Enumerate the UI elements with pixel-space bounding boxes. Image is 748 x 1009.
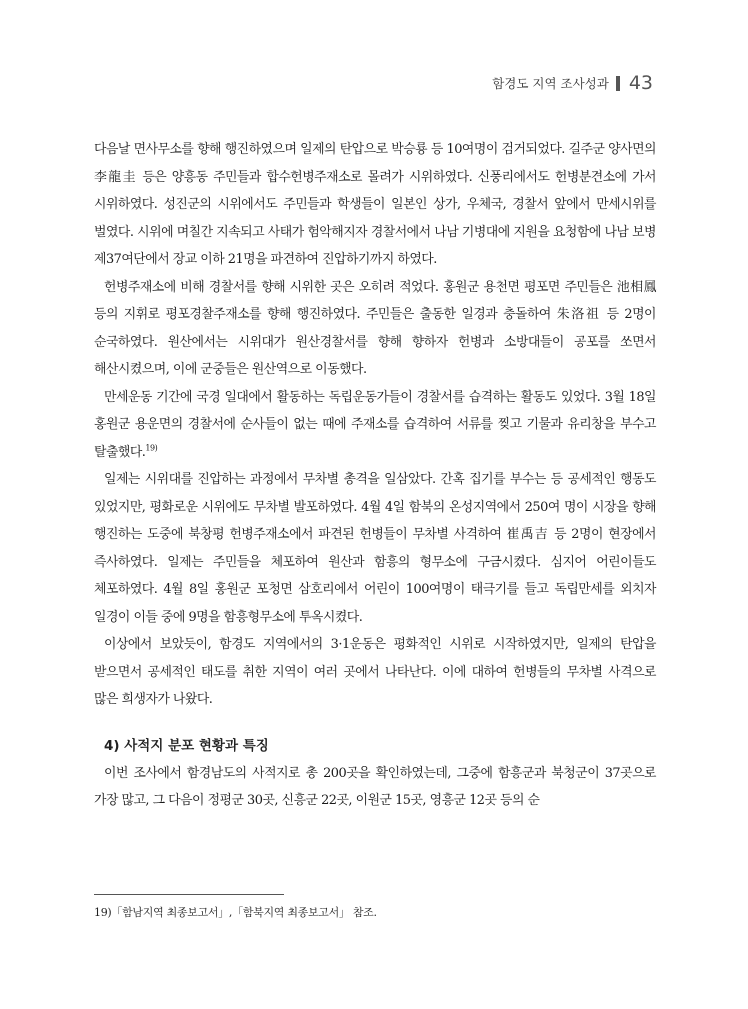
paragraph-4: 일제는 시위대를 진압하는 과정에서 무차별 총격을 일삼았다. 간혹 집기를 부수는 등 공세적인 행동도 있었지만, 평화로운 시위에도 무차별 발포하였다. 4월 4일 함북의 온성지역에서 250여 명이 시장을 향해 행진하는 도중에 북창평 헌병주재소에서 파견된 헌병들이 무차별 사격하여 崔禹吉 등 2명이 현장에서 즉사하였다. 일제는 주민들을 체포하여 원산과 함흥의 형무소에 구금시켰다. 심지어 어린이들도 체포하였다. 4월 8일 홍원군 포청면 삼호리에서 어린이 100여명이 태극기를 들고 독립만세를 외치자 일경이 이들 중에 9명을 함흥형무소에 투옥시켰다. [94,472,656,625]
header-divider-bar [616,76,620,91]
section-heading: 4) 사적지 분포 현황과 특징 [104,737,269,754]
running-header [492,72,653,94]
paragraph-5: 이상에서 보았듯이, 함경도 지역에서의 3·1운동은 평화적인 시위로 시작하였지만, 일제의 탄압을 받으면서 공세적인 태도를 취한 지역이 여러 곳에서 나타난다. 이에 대하여 헌병들의 무차별 사격으로 많은 희생자가 나왔다. [94,637,656,707]
page-number: 43 [628,72,653,94]
paragraph-3-text: 만세운동 기간에 국경 일대에서 활동하는 독립운동가들이 경찰서를 습격하는 활동도 있었다. 3월 18일 홍원군 용운면의 경찰서에 순사들이 없는 때에 주재소를 습격하여 서류를 찢고 기물과 유리창을 부수고 탈출했다. [94,389,656,460]
paragraph-3 [94,384,656,467]
running-header-title: 함경도 지역 조사성과 [492,76,609,91]
paragraph-2: 헌병주재소에 비해 경찰서를 향해 시위한 곳은 오히려 적었다. 홍원군 용천면 평포면 주민들은 池相鳳 등의 지휘로 평포경찰주재소를 향해 행진하였다. 주민들은 출동한 일경과 충돌하여 朱洛祖 등 2명이 순국하였다. 원산에서는 시위대가 원산경찰서를 향해 향하자 헌병과 소방대들이 공포를 쏘면서 해산시켰으며, 이에 군중들은 원산역으로 이동했다. [94,279,656,377]
paragraph-1: 다음날 면사무소를 향해 행진하였으며 일제의 탄압으로 박승룡 등 10여명이 검거되었다. 길주군 양사면의 李龍圭 등은 양흥동 주민들과 합수헌병주재소로 몰려가 시위하였다. 신풍리에서도 헌병분견소에 가서 시위하였다. 성진군의 시위에서도 주민들과 학생들이 일본인 상가, 우체국, 경찰서 앞에서 만세시위를 벌였다. 시위에 며칠간 지속되고 사태가 험악해지자 경찰서에서 나남 기병대에 지원을 요청함에 나남 보병 제37여단에서 장교 이하 21명을 파견하여 진압하기까지 하였다. [94,142,656,267]
section-paragraph: 이번 조사에서 함경남도의 사적지로 총 200곳을 확인하였는데, 그중에 함흥군과 북청군이 37곳으로 가장 많고, 그 다음이 정평군 30곳, 신흥군 22곳, 이원군 15곳, 영흥군 12곳 등의 순 [94,765,656,808]
footnote-divider [94,894,284,895]
footnote: 19)「함남지역 최종보고서」,「함북지역 최종보고서」 참조. [94,906,377,919]
body-text [94,136,656,815]
footnote-reference: 19) [145,443,158,453]
